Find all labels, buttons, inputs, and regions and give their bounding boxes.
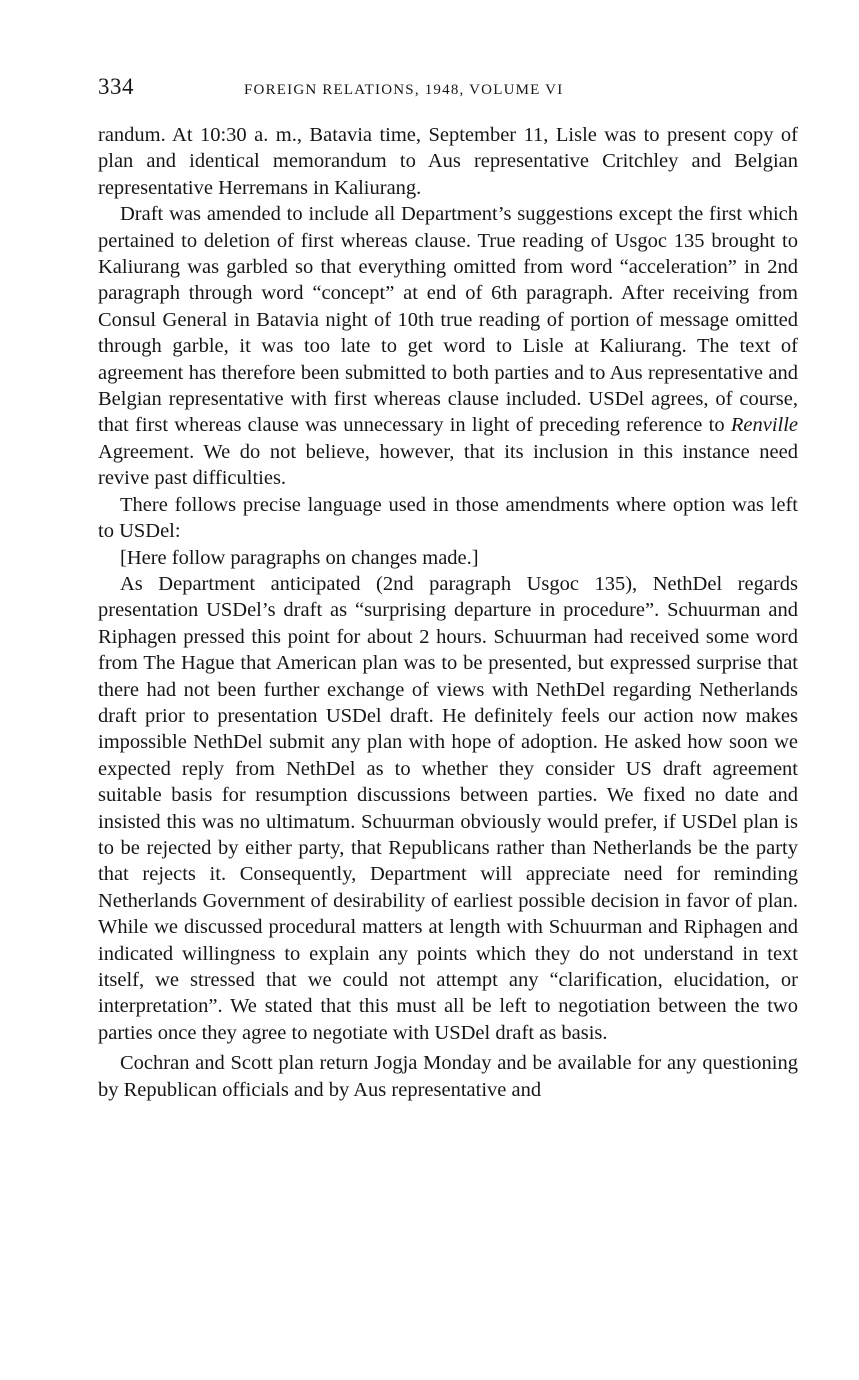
paragraph-4: As Department anticipated (2nd paragraph Usgoc 135), NethDel regards presentation USDel’s draft as “surprising departure in procedure”. Schuurman and Riphagen pressed this point for about 2 hours. Schuurman had received some word from The Hague that American plan was to be presented, but expressed surprise that there had not been further exchange of views with NethDel regarding Netherlands draft prior to presentation USDel draft. He definitely feels our action now makes impossible NethDel submit any plan with hope of adoption. He asked how soon we expected reply from NethDel as to whether they consider US draft agreement suitable basis for resumption discussions between parties. We fixed no date and insisted this was no ultimatum. Schuurman obviously would prefer, if USDel plan is to be rejected by either party, that Republicans rather than Netherlands be the party that rejects it. Consequently, Department will appreciate need for reminding Netherlands Government of desirability of earliest possible decision in favor of plan. While we discussed procedural matters at length with Schuurman and Riphagen and indicated willingness to explain any points which they do not understand in text itself, we stressed that we could not attempt any “clarification, elucidation, or interpretation”. We stated that this must all be left to negotiation between the two parties once they agree to negotiate with USDel draft as basis. <box>98 572 798 1044</box>
paragraph-3: There follows precise language used in those amendments where option was left to USDel: <box>98 493 798 543</box>
editorial-note: [Here follow paragraphs on changes made.] <box>120 546 479 569</box>
document-page <box>98 74 798 1103</box>
paragraph-2 <box>98 201 798 491</box>
italic-term: Renville <box>730 414 799 437</box>
paragraph-1: randum. At 10:30 a. m., Batavia time, September 11, Lisle was to present copy of plan and identical memorandum to Aus representative Critchley and Belgian representative Herremans in Kaliurang. <box>98 124 798 199</box>
paragraph-5: Cochran and Scott plan return Jogja Monday and be available for any questioning by Republican officials and by Aus representative and <box>98 1052 798 1101</box>
paragraph-2-text: Draft was amended to include all Department’s suggestions except the first which pertained to deletion of first whereas clause. True reading of Usgoc 135 brought to Kaliurang was garbled so that everything omitted from word “acceleration” in 2nd paragraph through word “concept” at end of 6th paragraph. After receiving from Consul General in Batavia night of 10th true reading of portion of message omitted through garble, it was too late to get word to Lisle at Kaliurang. The text of agreement has therefore been submitted to both parties and to Aus representative and Belgian representative with first whereas clause included. USDel agrees, of course, that first whereas clause was unnecessary in light of preceding reference to <box>98 203 798 437</box>
page-header <box>98 74 798 110</box>
running-head: FOREIGN RELATIONS, 1948, VOLUME VI <box>244 82 564 98</box>
page-number: 334 <box>98 74 134 99</box>
body-text <box>98 122 798 1103</box>
paragraph-2-text-after: Agreement. We do not believe, however, that its inclusion in this instance need revive past difficulties. <box>98 440 798 490</box>
